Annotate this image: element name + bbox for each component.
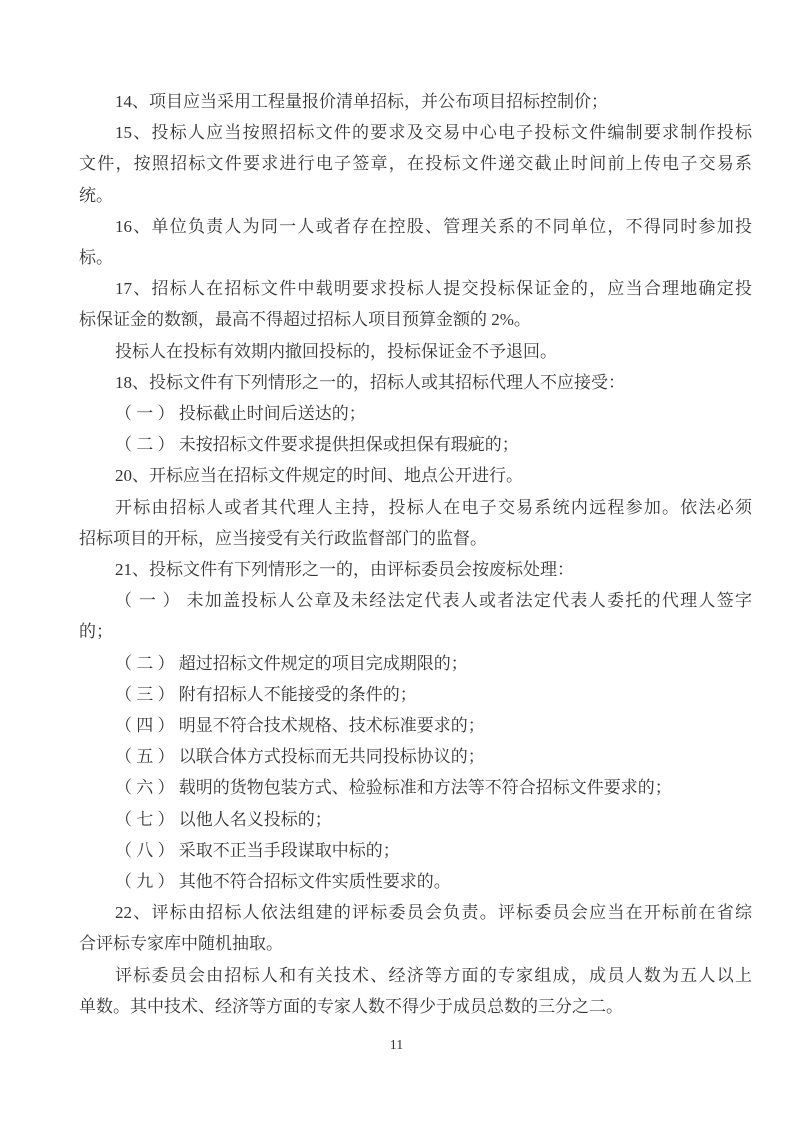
text-line: 单数。其中技术、经济等方面的专家人数不得少于成员总数的三分之二。	[79, 996, 623, 1016]
text-line: （ 六 ） 载明的货物包装方式、检验标准和方法等不符合招标文件要求的；	[115, 778, 672, 798]
text-line: 开标由招标人或者其代理人主持，投标人在电子交易系统内远程参加。依法必须	[115, 497, 752, 517]
text-line: 22、评标由招标人依法组建的评标委员会负责。评标委员会应当在开标前在省综	[115, 903, 752, 923]
text-line: 的；	[79, 622, 113, 642]
text-line: （ 八 ） 采取不正当手段谋取中标的；	[115, 840, 400, 860]
text-line: 统。	[79, 185, 113, 205]
text-line: （ 三 ） 附有招标人不能接受的条件的；	[115, 684, 417, 704]
text-line: （ 七 ） 以他人名义投标的；	[115, 809, 332, 829]
text-line: 14、项目应当采用工程量报价清单招标，并公布项目招标控制价；	[115, 92, 608, 111]
page-number: 11	[389, 1038, 404, 1053]
text-line: 文件，按照招标文件要求进行电子签章，在投标文件递交截止时间前上传电子交易系	[79, 154, 752, 174]
text-line: （ 二 ） 未按招标文件要求提供担保或担保有瑕疵的；	[115, 435, 519, 455]
text-line: 投标人在投标有效期内撤回投标的，投标保证金不予退回。	[115, 341, 557, 361]
text-line: 21、投标文件有下列情形之一的，由评标委员会按废标处理：	[115, 560, 574, 580]
text-line: 招标项目的开标，应当接受有关行政监督部门的监督。	[79, 528, 487, 548]
text-line: （ 二 ） 超过招标文件规定的项目完成期限的；	[115, 653, 468, 673]
document-body	[79, 86, 752, 1022]
text-line: （ 五 ） 以联合体方式投标而无共同投标协议的；	[115, 747, 485, 767]
text-line: 评标委员会由招标人和有关技术、经济等方面的专家组成，成员人数为五人以上	[115, 965, 752, 985]
text-line: 标。	[79, 248, 113, 268]
text-line: （ 一 ） 投标截止时间后送达的；	[115, 404, 366, 424]
text-line: 16、单位负责人为同一人或者存在控股、管理关系的不同单位，不得同时参加投	[115, 216, 752, 236]
text-line: 18、投标文件有下列情形之一的，招标人或其招标代理人不应接受：	[115, 372, 625, 392]
text-line: （ 九 ） 其他不符合招标文件实质性要求的。	[115, 872, 451, 892]
text-line: 标保证金的数额，最高不得超过招标人项目预算金额的 2%。	[79, 310, 531, 330]
text-line: 17、招标人在招标文件中载明要求投标人提交投标保证金的，应当合理地确定投	[115, 279, 752, 299]
text-line: （ 四 ） 明显不符合技术规格、技术标准要求的；	[115, 716, 485, 736]
text-line: （ 一 ） 未加盖投标人公章及未经法定代表人或者法定代表人委托的代理人签字	[115, 591, 752, 611]
text-line: 20、开标应当在招标文件规定的时间、地点公开进行。	[115, 466, 523, 486]
text-line: 15、投标人应当按照招标文件的要求及交易中心电子投标文件编制要求制作投标	[115, 123, 752, 143]
text-line: 合评标专家库中随机抽取。	[79, 934, 283, 954]
